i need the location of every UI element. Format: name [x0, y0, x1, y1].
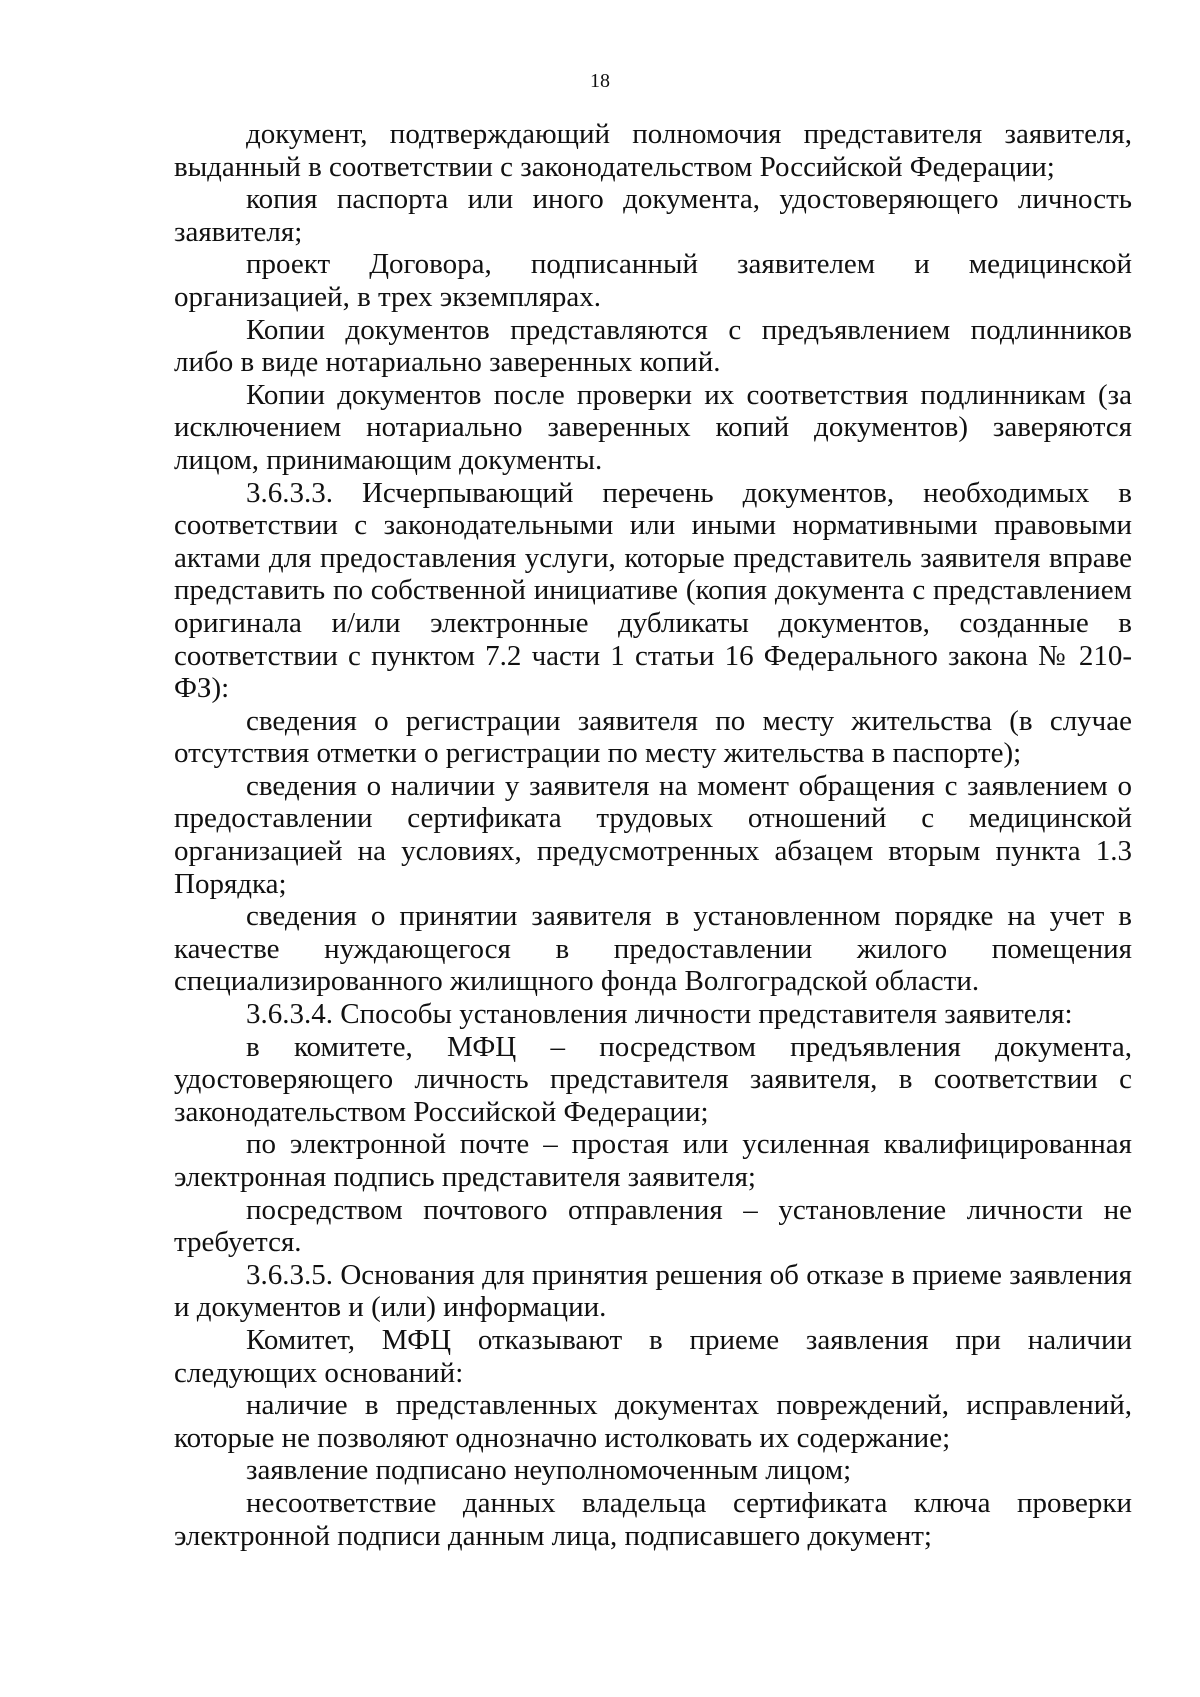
paragraph-section-3-6-3-5: 3.6.3.5. Основания для принятия решения об отказе в приеме заявления и документов и (или) информации.: [174, 1258, 1132, 1324]
paragraph: наличие в представленных документах повреждений, исправлений, которые не позволяют однозначно истолковать их содержание;: [174, 1389, 1132, 1454]
paragraph: Копии документов представляются с предъявлением подлинников либо в виде нотариально заверенных копий.: [174, 313, 1132, 379]
paragraph: сведения о наличии у заявителя на момент обращения с заявлением о предоставлении сертификата трудовых отношений с медицинской организацией на условиях, предусмотренных абзацем вторым пункта 1.3 Порядка;: [174, 769, 1132, 900]
paragraph: сведения о принятии заявителя в установленном порядке на учет в качестве нуждающегося в предоставлении жилого помещения специализированного жилищного фонда Волгоградской области.: [174, 900, 1132, 998]
paragraph: по электронной почте – простая или усиленная квалифицированная электронная подпись представителя заявителя;: [174, 1128, 1132, 1193]
page-number: 18: [590, 70, 610, 92]
paragraph: сведения о регистрации заявителя по месту жительства (в случае отсутствия отметки о регистрации по месту жительства в паспорте);: [174, 704, 1132, 770]
paragraph: в комитете, МФЦ – посредством предъявления документа, удостоверяющего личность представителя заявителя, в соответствии с законодательством Российской Федерации;: [174, 1030, 1132, 1128]
paragraph: Комитет, МФЦ отказывают в приеме заявления при наличии следующих оснований:: [174, 1323, 1132, 1389]
paragraph: Копии документов после проверки их соответствия подлинникам (за исключением нотариально заверенных копий документов) заверяются лицом, принимающим документы.: [174, 378, 1132, 476]
paragraph: заявление подписано неуполномоченным лицом;: [246, 1454, 852, 1487]
paragraph: несоответствие данных владельца сертификата ключа проверки электронной подписи данным лица, подписавшего документ;: [174, 1486, 1132, 1552]
paragraph-section-3-6-3-4: 3.6.3.4. Способы установления личности представителя заявителя:: [246, 998, 1073, 1031]
paragraph-section-3-6-3-3: 3.6.3.3. Исчерпывающий перечень документов, необходимых в соответствии с законодательными или иными нормативными правовыми актами для предоставления услуги, которые представитель заявителя вправе представить по собственной инициативе (копия документа с представлением оригинала и/или электронные дубликаты документов, созданные в соответствии с пунктом 7.2 части 1 статьи 16 Федерального закона № 210-ФЗ):: [174, 476, 1132, 705]
paragraph: проект Договора, подписанный заявителем и медицинской организацией, в трех экземплярах.: [174, 248, 1132, 313]
paragraph: документ, подтверждающий полномочия представителя заявителя, выданный в соответствии с законодательством Российской Федерации;: [174, 118, 1132, 183]
paragraph: посредством почтового отправления – установление личности не требуется.: [174, 1193, 1132, 1259]
paragraph: копия паспорта или иного документа, удостоверяющего личность заявителя;: [174, 183, 1132, 248]
document-body: [174, 118, 1132, 1552]
